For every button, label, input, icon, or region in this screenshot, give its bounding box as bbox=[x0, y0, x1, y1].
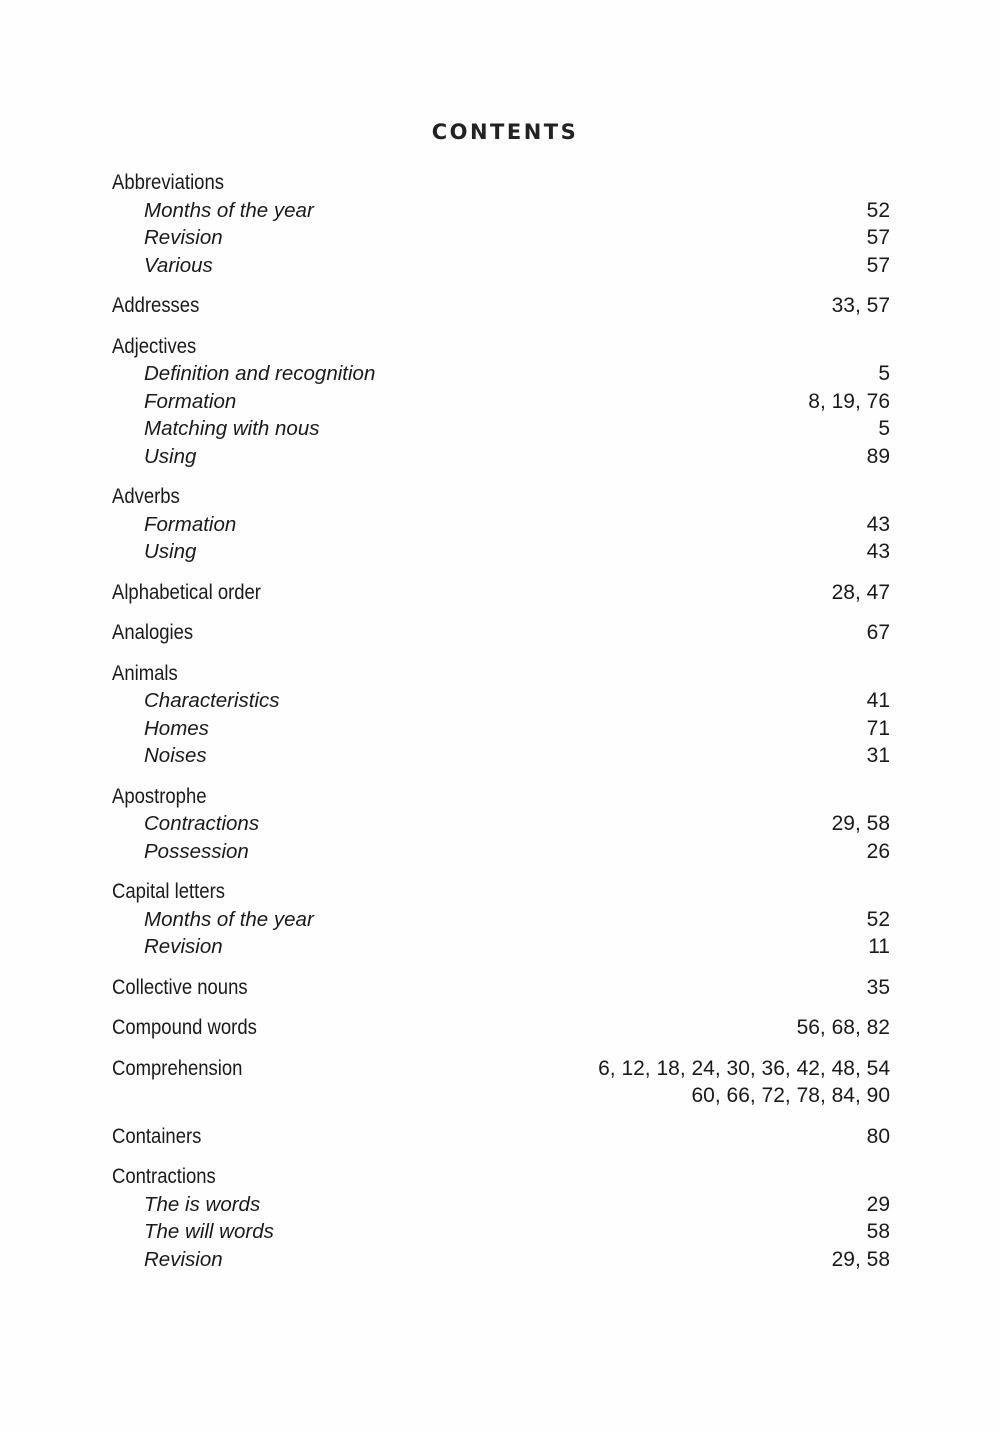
toc-subentry-pages bbox=[867, 1218, 890, 1246]
toc-subentry-pages bbox=[867, 443, 890, 471]
toc-subentry-page-numbers: 43 bbox=[866, 512, 890, 536]
toc-subentry bbox=[112, 1191, 890, 1219]
toc-heading bbox=[112, 974, 890, 1002]
toc-heading-page-numbers: 33, 57 bbox=[831, 294, 890, 317]
toc-subentry bbox=[112, 415, 890, 443]
toc-heading-page-numbers: 67 bbox=[866, 621, 890, 644]
toc-subentry-label: The is words bbox=[144, 1192, 261, 1216]
toc-heading-page-numbers: 28, 47 bbox=[831, 580, 890, 604]
toc-entry bbox=[112, 783, 890, 866]
toc-subentry-pages bbox=[867, 838, 890, 866]
toc-subentry bbox=[112, 224, 890, 252]
toc-heading-label: Compound words bbox=[112, 1016, 257, 1039]
toc-subentry-page-numbers: 31 bbox=[866, 744, 890, 767]
toc-subentry-page-numbers: 89 bbox=[866, 444, 890, 468]
toc-heading-label: Collective nouns bbox=[112, 975, 248, 999]
toc-heading-page-numbers: 80 bbox=[866, 1124, 890, 1148]
toc-subentry-label: Various bbox=[144, 253, 213, 277]
toc-subentry bbox=[112, 388, 890, 416]
toc-subentry-pages bbox=[867, 252, 890, 280]
toc-subentry-pages bbox=[868, 933, 890, 961]
toc-entry bbox=[112, 1055, 890, 1110]
toc-subentry-pages bbox=[867, 906, 890, 934]
toc-heading bbox=[112, 333, 890, 361]
toc-heading-page-numbers: 60, 66, 72, 78, 84, 90 bbox=[691, 1084, 890, 1107]
toc-heading-pages bbox=[867, 1123, 890, 1151]
toc-subentry-label: Possession bbox=[144, 839, 249, 863]
toc-entry bbox=[112, 1123, 890, 1151]
toc-subentry-page-numbers: 52 bbox=[866, 907, 890, 931]
toc-subentry-page-numbers: 29 bbox=[866, 1192, 890, 1216]
toc-heading-label: Abbreviations bbox=[112, 171, 224, 194]
toc-entry bbox=[112, 483, 890, 566]
toc-subentry-pages bbox=[867, 511, 890, 539]
toc-subentry-label: Revision bbox=[144, 1247, 223, 1271]
toc-entry bbox=[112, 169, 890, 279]
toc-entry bbox=[112, 333, 890, 471]
toc-subentry-pages bbox=[867, 687, 890, 715]
toc-heading-label: Comprehension bbox=[112, 1056, 243, 1080]
toc-subentry bbox=[112, 197, 890, 225]
toc-heading-page-numbers: 6, 12, 18, 24, 30, 36, 42, 48, 54 bbox=[598, 1056, 890, 1080]
toc-heading-label: Animals bbox=[112, 661, 178, 685]
toc-heading bbox=[112, 169, 890, 197]
toc-subentry-page-numbers: 58 bbox=[866, 1220, 890, 1243]
toc-subentry-label: The will words bbox=[144, 1220, 274, 1243]
toc-subentry-label: Noises bbox=[144, 744, 207, 767]
toc-heading-label: Contractions bbox=[112, 1165, 216, 1188]
toc-entry bbox=[112, 292, 890, 320]
toc-heading bbox=[112, 783, 890, 811]
toc-subentry bbox=[112, 1218, 890, 1246]
toc-heading-label: Adverbs bbox=[112, 485, 180, 508]
toc-heading bbox=[112, 1123, 890, 1151]
toc-subentry-pages bbox=[867, 224, 890, 252]
toc-heading bbox=[112, 1163, 890, 1191]
toc-entry bbox=[112, 974, 890, 1002]
toc-heading-pages bbox=[598, 1055, 890, 1110]
toc-subentry bbox=[112, 687, 890, 715]
toc-subentry-page-numbers: 29, 58 bbox=[831, 1247, 890, 1271]
toc-subentry-pages bbox=[867, 715, 890, 743]
toc-subentry bbox=[112, 906, 890, 934]
toc-entry bbox=[112, 1014, 890, 1042]
toc-heading-label: Containers bbox=[112, 1124, 202, 1148]
toc-subentry-label: Formation bbox=[144, 389, 237, 413]
toc-heading-label: Adjectives bbox=[112, 334, 197, 358]
toc-entry bbox=[112, 579, 890, 607]
toc-subentry-label: Using bbox=[144, 540, 197, 563]
toc-heading bbox=[112, 579, 890, 607]
toc-subentry bbox=[112, 933, 890, 961]
toc-heading-label: Analogies bbox=[112, 621, 194, 644]
contents-list bbox=[112, 169, 890, 1286]
toc-subentry-page-numbers: 43 bbox=[866, 540, 890, 563]
toc-subentry-label: Matching with nous bbox=[144, 417, 320, 440]
toc-subentry-page-numbers: 26 bbox=[866, 839, 890, 863]
toc-subentry-pages bbox=[867, 742, 890, 770]
toc-heading-pages bbox=[867, 619, 890, 647]
toc-subentry-label: Formation bbox=[144, 512, 237, 536]
toc-subentry-page-numbers: 71 bbox=[866, 716, 890, 740]
toc-subentry-pages bbox=[878, 415, 890, 443]
toc-subentry-page-numbers: 8, 19, 76 bbox=[808, 389, 890, 413]
toc-heading bbox=[112, 292, 890, 320]
toc-subentry-label: Definition and recognition bbox=[144, 362, 376, 385]
toc-heading bbox=[112, 619, 890, 647]
toc-subentry bbox=[112, 838, 890, 866]
toc-heading bbox=[112, 1055, 890, 1110]
toc-subentry-label: Characteristics bbox=[144, 689, 280, 712]
toc-entry bbox=[112, 660, 890, 770]
toc-heading-pages bbox=[797, 1014, 890, 1042]
toc-entry bbox=[112, 1163, 890, 1273]
toc-heading-label: Alphabetical order bbox=[112, 580, 261, 604]
toc-subentry-pages bbox=[808, 388, 890, 416]
toc-subentry-label: Homes bbox=[144, 716, 209, 740]
toc-subentry-label: Contractions bbox=[144, 812, 260, 835]
toc-heading bbox=[112, 483, 890, 511]
toc-subentry-pages bbox=[832, 1246, 890, 1274]
toc-entry bbox=[112, 619, 890, 647]
toc-heading bbox=[112, 1014, 890, 1042]
toc-heading-label: Capital letters bbox=[112, 880, 225, 903]
toc-subentry bbox=[112, 360, 890, 388]
toc-heading-page-numbers: 35 bbox=[866, 975, 890, 999]
toc-subentry bbox=[112, 538, 890, 566]
page-title: CONTENTS bbox=[431, 120, 579, 144]
toc-subentry-page-numbers: 41 bbox=[866, 689, 890, 712]
toc-heading-page-numbers: 56, 68, 82 bbox=[796, 1016, 890, 1039]
toc-subentry-page-numbers: 57 bbox=[866, 253, 890, 277]
toc-subentry bbox=[112, 443, 890, 471]
toc-subentry-pages bbox=[832, 810, 890, 838]
toc-subentry-page-numbers: 57 bbox=[866, 226, 890, 249]
toc-subentry-pages bbox=[867, 197, 890, 225]
toc-subentry-label: Revision bbox=[144, 935, 223, 958]
toc-subentry bbox=[112, 810, 890, 838]
toc-subentry bbox=[112, 511, 890, 539]
toc-subentry-pages bbox=[867, 1191, 890, 1219]
toc-subentry bbox=[112, 715, 890, 743]
toc-subentry-page-numbers: 5 bbox=[878, 417, 890, 440]
toc-heading-label: Addresses bbox=[112, 294, 200, 317]
toc-subentry-pages bbox=[867, 538, 890, 566]
toc-subentry-page-numbers: 5 bbox=[878, 362, 890, 385]
toc-subentry bbox=[112, 1246, 890, 1274]
toc-entry bbox=[112, 878, 890, 961]
toc-heading-pages bbox=[832, 292, 890, 320]
toc-heading-pages bbox=[832, 579, 890, 607]
toc-subentry-label: Revision bbox=[144, 226, 223, 249]
toc-subentry-label: Months of the year bbox=[144, 198, 314, 222]
toc-subentry bbox=[112, 742, 890, 770]
toc-heading-pages bbox=[867, 974, 890, 1002]
toc-subentry-label: Months of the year bbox=[144, 907, 314, 931]
toc-subentry-pages bbox=[878, 360, 890, 388]
toc-subentry-page-numbers: 11 bbox=[868, 935, 890, 958]
toc-heading-label: Apostrophe bbox=[112, 784, 207, 808]
toc-subentry bbox=[112, 252, 890, 280]
toc-subentry-page-numbers: 52 bbox=[866, 198, 890, 222]
toc-heading bbox=[112, 660, 890, 688]
toc-heading bbox=[112, 878, 890, 906]
toc-subentry-page-numbers: 29, 58 bbox=[831, 812, 890, 835]
toc-subentry-label: Using bbox=[144, 444, 197, 468]
